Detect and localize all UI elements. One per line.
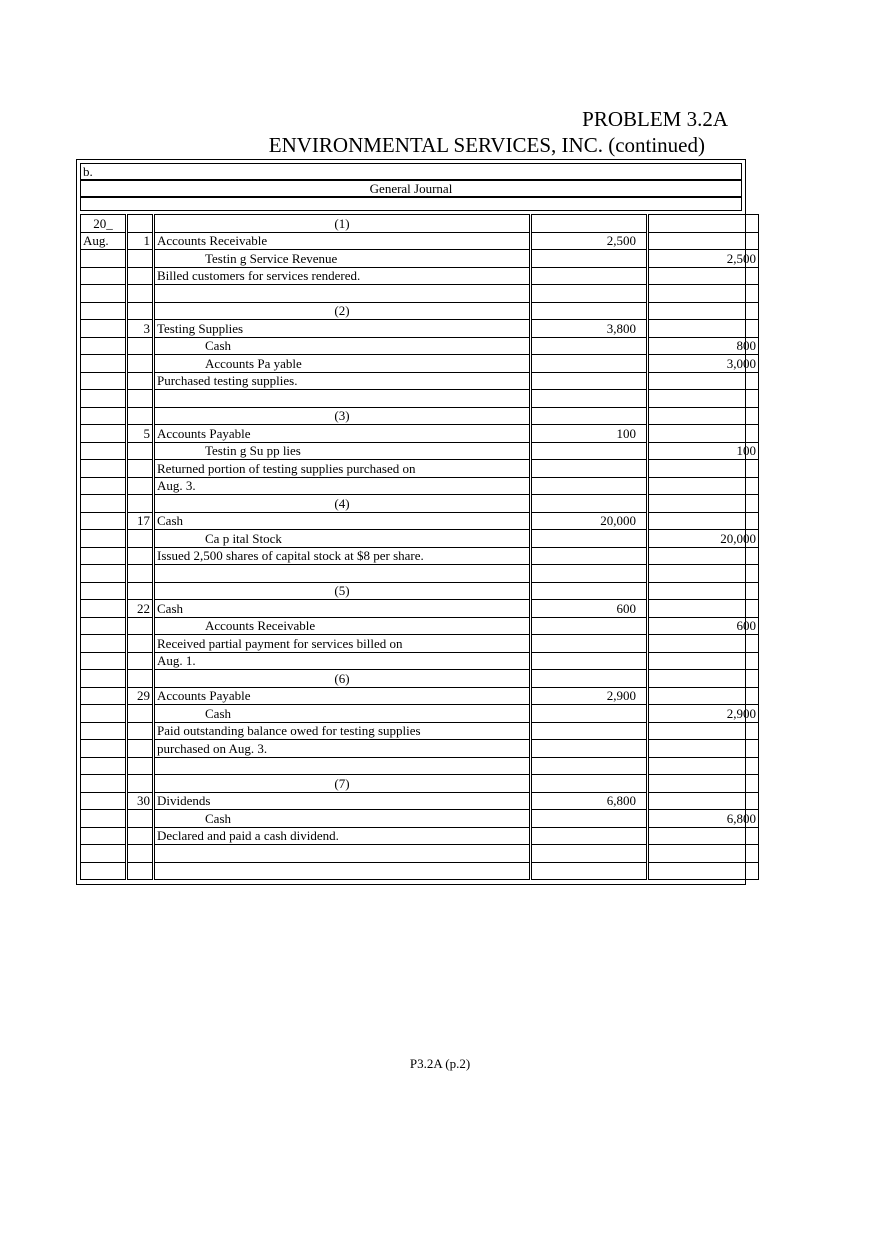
description-text: Returned portion of testing supplies purchased on — [157, 460, 416, 476]
credit-cell — [648, 862, 759, 880]
description-cell — [154, 827, 531, 845]
day-cell — [127, 302, 154, 320]
credit-cell — [648, 740, 759, 758]
credit-cell — [648, 425, 759, 443]
journal-row — [81, 477, 759, 495]
month-cell — [81, 792, 127, 810]
description-cell — [154, 495, 531, 513]
description-cell — [154, 530, 531, 548]
month-cell — [81, 337, 127, 355]
journal-row — [81, 232, 759, 250]
description-text: Cash — [157, 513, 183, 529]
description-cell — [154, 705, 531, 723]
day-cell — [127, 862, 154, 880]
description-text: (2) — [334, 303, 350, 319]
description-text: Cash — [205, 705, 231, 721]
description-text: Purchased testing supplies. — [157, 373, 298, 389]
debit-cell: 2,500 — [531, 232, 648, 250]
description-cell — [154, 635, 531, 653]
month-cell — [81, 582, 127, 600]
credit-cell — [648, 687, 759, 705]
description-text: Testing Supplies — [157, 320, 244, 336]
journal-row — [81, 512, 759, 530]
description-cell — [154, 810, 531, 828]
day-cell — [127, 250, 154, 268]
description-text: Dividends — [157, 793, 211, 809]
company-subtitle: ENVIRONMENTAL SERVICES, INC. (continued) — [268, 133, 705, 157]
month-cell — [81, 827, 127, 845]
debit-cell — [531, 565, 648, 583]
debit-cell — [531, 757, 648, 775]
day-cell — [127, 267, 154, 285]
description-cell — [154, 390, 531, 408]
journal-row — [81, 687, 759, 705]
description-cell — [154, 775, 531, 793]
day-cell — [127, 670, 154, 688]
credit-cell — [648, 407, 759, 425]
description-cell — [154, 250, 531, 268]
day-cell — [127, 355, 154, 373]
description-text: (4) — [334, 495, 350, 511]
debit-cell — [531, 372, 648, 390]
description-text: Accounts Receivable — [205, 618, 316, 634]
debit-cell — [531, 845, 648, 863]
journal-row — [81, 215, 759, 233]
month-cell — [81, 757, 127, 775]
month-cell — [81, 285, 127, 303]
debit-cell: 600 — [531, 600, 648, 618]
day-cell — [127, 617, 154, 635]
debit-cell — [531, 460, 648, 478]
credit-cell — [648, 495, 759, 513]
description-cell — [154, 582, 531, 600]
description-cell — [154, 652, 531, 670]
journal-row — [81, 617, 759, 635]
debit-cell — [531, 495, 648, 513]
day-cell — [127, 547, 154, 565]
credit-cell — [648, 267, 759, 285]
debit-cell — [531, 547, 648, 565]
month-cell — [81, 477, 127, 495]
credit-cell — [648, 460, 759, 478]
day-cell — [127, 495, 154, 513]
day-cell: 29 — [127, 687, 154, 705]
day-cell — [127, 407, 154, 425]
description-cell — [154, 722, 531, 740]
page-title: PROBLEM 3.2A — [582, 107, 728, 131]
month-cell — [81, 687, 127, 705]
day-cell: 5 — [127, 425, 154, 443]
month-cell — [81, 512, 127, 530]
description-cell — [154, 267, 531, 285]
day-cell — [127, 460, 154, 478]
debit-cell — [531, 477, 648, 495]
credit-cell — [648, 547, 759, 565]
description-cell — [154, 232, 531, 250]
journal-row — [81, 320, 759, 338]
description-cell — [154, 302, 531, 320]
month-cell — [81, 355, 127, 373]
credit-cell — [648, 722, 759, 740]
credit-cell: 6,800 — [648, 810, 759, 828]
debit-cell — [531, 810, 648, 828]
day-cell — [127, 845, 154, 863]
credit-cell — [648, 285, 759, 303]
journal-row — [81, 810, 759, 828]
day-cell — [127, 775, 154, 793]
month-cell — [81, 600, 127, 618]
description-cell — [154, 425, 531, 443]
day-cell — [127, 582, 154, 600]
month-cell — [81, 722, 127, 740]
debit-cell — [531, 705, 648, 723]
credit-cell: 800 — [648, 337, 759, 355]
day-cell: 30 — [127, 792, 154, 810]
month-cell — [81, 407, 127, 425]
description-text: Accounts Receivable — [157, 233, 268, 249]
day-cell: 1 — [127, 232, 154, 250]
month-cell — [81, 302, 127, 320]
credit-cell: 2,500 — [648, 250, 759, 268]
journal-row — [81, 740, 759, 758]
month-cell — [81, 810, 127, 828]
description-cell — [154, 547, 531, 565]
month-cell — [81, 862, 127, 880]
description-cell — [154, 320, 531, 338]
day-cell — [127, 810, 154, 828]
journal-row — [81, 460, 759, 478]
month-cell — [81, 652, 127, 670]
credit-cell — [648, 565, 759, 583]
debit-cell: 100 — [531, 425, 648, 443]
day-cell — [127, 390, 154, 408]
journal-row — [81, 565, 759, 583]
day-cell — [127, 337, 154, 355]
debit-cell — [531, 267, 648, 285]
description-text: Billed customers for services rendered. — [157, 268, 361, 284]
day-cell — [127, 705, 154, 723]
month-cell — [81, 250, 127, 268]
description-cell — [154, 407, 531, 425]
header-spacer — [80, 197, 742, 211]
description-text: Paid outstanding balance owed for testing supplies — [157, 723, 421, 739]
journal-row — [81, 390, 759, 408]
journal-row — [81, 827, 759, 845]
credit-cell — [648, 582, 759, 600]
debit-cell — [531, 617, 648, 635]
journal-row — [81, 425, 759, 443]
debit-cell — [531, 285, 648, 303]
description-text: Ca p ital Stock — [205, 530, 282, 546]
journal-row — [81, 792, 759, 810]
journal-title: General Journal — [80, 180, 742, 197]
journal-row — [81, 355, 759, 373]
journal-row — [81, 582, 759, 600]
day-cell: 3 — [127, 320, 154, 338]
day-cell — [127, 477, 154, 495]
month-cell — [81, 547, 127, 565]
description-cell — [154, 565, 531, 583]
month-cell — [81, 425, 127, 443]
month-cell — [81, 775, 127, 793]
debit-cell: 2,900 — [531, 687, 648, 705]
description-text: (1) — [334, 215, 350, 231]
description-cell — [154, 740, 531, 758]
credit-cell — [648, 775, 759, 793]
journal-row — [81, 372, 759, 390]
debit-cell — [531, 530, 648, 548]
credit-cell — [648, 215, 759, 233]
description-cell — [154, 355, 531, 373]
day-cell: 22 — [127, 600, 154, 618]
description-cell — [154, 460, 531, 478]
description-cell — [154, 687, 531, 705]
day-cell — [127, 635, 154, 653]
description-text: Cash — [157, 600, 183, 616]
part-label: b. — [80, 163, 742, 180]
month-cell — [81, 530, 127, 548]
month-cell — [81, 705, 127, 723]
description-text: Received partial payment for services billed on — [157, 635, 403, 651]
journal-row — [81, 670, 759, 688]
description-text: Accounts Payable — [157, 688, 251, 704]
debit-cell — [531, 670, 648, 688]
journal-row — [81, 652, 759, 670]
journal-row — [81, 600, 759, 618]
day-cell — [127, 757, 154, 775]
description-text: (3) — [334, 408, 350, 424]
journal-row — [81, 862, 759, 880]
journal-row — [81, 285, 759, 303]
day-cell — [127, 530, 154, 548]
description-text: (7) — [334, 775, 350, 791]
journal-row — [81, 757, 759, 775]
debit-cell — [531, 827, 648, 845]
journal-row — [81, 302, 759, 320]
day-cell — [127, 827, 154, 845]
journal-row — [81, 495, 759, 513]
debit-cell — [531, 862, 648, 880]
description-cell — [154, 285, 531, 303]
month-cell — [81, 390, 127, 408]
day-cell — [127, 215, 154, 233]
day-cell — [127, 285, 154, 303]
credit-cell — [648, 477, 759, 495]
debit-cell — [531, 390, 648, 408]
description-cell — [154, 757, 531, 775]
month-cell — [81, 442, 127, 460]
day-cell — [127, 565, 154, 583]
month-cell — [81, 565, 127, 583]
journal-row — [81, 635, 759, 653]
description-text: Issued 2,500 shares of capital stock at $8 per share. — [157, 548, 424, 564]
page-footer: P3.2A (p.2) — [409, 1056, 471, 1071]
credit-cell — [648, 232, 759, 250]
description-text: Cash — [205, 810, 231, 826]
debit-cell — [531, 740, 648, 758]
month-cell — [81, 372, 127, 390]
day-cell — [127, 740, 154, 758]
description-cell — [154, 215, 531, 233]
month-cell — [81, 495, 127, 513]
day-cell — [127, 442, 154, 460]
description-text: Testin g Su pp lies — [205, 443, 301, 459]
journal-row — [81, 845, 759, 863]
credit-cell — [648, 600, 759, 618]
description-text: Testin g Service Revenue — [205, 250, 338, 266]
description-cell — [154, 845, 531, 863]
debit-cell: 6,800 — [531, 792, 648, 810]
description-cell — [154, 337, 531, 355]
day-cell — [127, 372, 154, 390]
journal-row — [81, 407, 759, 425]
description-text: purchased on Aug. 3. — [157, 740, 268, 756]
day-cell: 17 — [127, 512, 154, 530]
debit-cell — [531, 635, 648, 653]
debit-cell — [531, 355, 648, 373]
journal-table — [80, 214, 759, 880]
credit-cell — [648, 635, 759, 653]
debit-cell — [531, 302, 648, 320]
debit-cell — [531, 337, 648, 355]
month-cell — [81, 845, 127, 863]
credit-cell: 2,900 — [648, 705, 759, 723]
credit-cell — [648, 792, 759, 810]
credit-cell — [648, 845, 759, 863]
credit-cell — [648, 512, 759, 530]
debit-cell: 20,000 — [531, 512, 648, 530]
journal-row — [81, 722, 759, 740]
journal-row — [81, 267, 759, 285]
description-cell — [154, 617, 531, 635]
credit-cell: 3,000 — [648, 355, 759, 373]
description-cell — [154, 477, 531, 495]
description-cell — [154, 792, 531, 810]
description-cell — [154, 862, 531, 880]
month-cell — [81, 635, 127, 653]
description-cell — [154, 372, 531, 390]
description-cell — [154, 512, 531, 530]
journal-row — [81, 705, 759, 723]
month-cell — [81, 320, 127, 338]
description-cell — [154, 670, 531, 688]
description-cell — [154, 600, 531, 618]
debit-cell — [531, 775, 648, 793]
credit-cell: 20,000 — [648, 530, 759, 548]
credit-cell — [648, 320, 759, 338]
debit-cell — [531, 407, 648, 425]
credit-cell — [648, 827, 759, 845]
journal-row — [81, 442, 759, 460]
credit-cell: 600 — [648, 617, 759, 635]
debit-cell — [531, 250, 648, 268]
description-text: (5) — [334, 583, 350, 599]
month-cell — [81, 460, 127, 478]
journal-row — [81, 530, 759, 548]
credit-cell — [648, 757, 759, 775]
debit-cell — [531, 722, 648, 740]
description-text: Aug. 1. — [157, 653, 196, 669]
month-cell: 20_ — [81, 215, 127, 233]
month-cell — [81, 670, 127, 688]
description-text: Declared and paid a cash dividend. — [157, 828, 339, 844]
journal-row — [81, 337, 759, 355]
description-text: Aug. 3. — [157, 478, 196, 494]
credit-cell: 100 — [648, 442, 759, 460]
journal-row — [81, 250, 759, 268]
month-cell — [81, 267, 127, 285]
journal-row — [81, 547, 759, 565]
month-cell: Aug. — [81, 232, 127, 250]
description-text: Accounts Pa yable — [205, 355, 302, 371]
debit-cell — [531, 215, 648, 233]
description-cell — [154, 442, 531, 460]
credit-cell — [648, 670, 759, 688]
day-cell — [127, 652, 154, 670]
description-text: Cash — [205, 338, 231, 354]
debit-cell: 3,800 — [531, 320, 648, 338]
credit-cell — [648, 390, 759, 408]
description-text: (6) — [334, 670, 350, 686]
journal-row — [81, 775, 759, 793]
credit-cell — [648, 302, 759, 320]
credit-cell — [648, 372, 759, 390]
debit-cell — [531, 442, 648, 460]
debit-cell — [531, 652, 648, 670]
month-cell — [81, 740, 127, 758]
debit-cell — [531, 582, 648, 600]
credit-cell — [648, 652, 759, 670]
description-text: Accounts Payable — [157, 425, 251, 441]
day-cell — [127, 722, 154, 740]
month-cell — [81, 617, 127, 635]
